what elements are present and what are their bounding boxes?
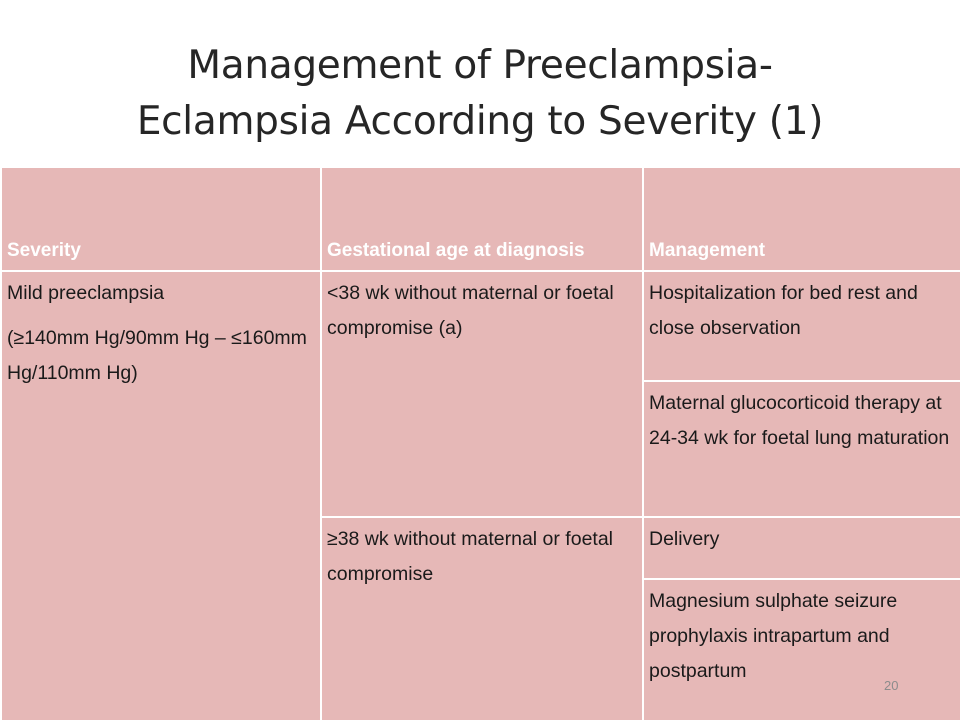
header-gestational-age: Gestational age at diagnosis <box>321 167 643 271</box>
table-header-row <box>1 167 960 271</box>
gestational-age-cell: <38 wk without maternal or foetal compromise (a) <box>321 271 643 517</box>
header-management: Management <box>643 167 960 271</box>
severity-management-table <box>0 166 960 720</box>
page-number: 20 <box>884 678 899 693</box>
table-row <box>1 271 960 381</box>
header-severity: Severity <box>1 167 321 271</box>
severity-range: (≥140mm Hg/90mm Hg – ≤160mm Hg/110mm Hg) <box>7 327 307 384</box>
gestational-age-cell: ≥38 wk without maternal or foetal compromise <box>321 517 643 720</box>
management-cell: Hospitalization for bed rest and close observation <box>643 271 960 381</box>
slide-title <box>0 38 960 150</box>
management-cell: Magnesium sulphate seizure prophylaxis intrapartum and postpartum <box>643 579 960 720</box>
slide-title-line-1: Management of Preeclampsia- <box>187 43 773 88</box>
severity-label: Mild preeclampsia <box>7 282 165 304</box>
spacer <box>7 311 316 321</box>
slide-title-line-2: Eclampsia According to Severity (1) <box>136 99 824 144</box>
management-cell: Maternal glucocorticoid therapy at 24-34 wk for foetal lung maturation <box>643 381 960 517</box>
severity-cell <box>1 271 321 720</box>
management-cell: Delivery <box>643 517 960 579</box>
